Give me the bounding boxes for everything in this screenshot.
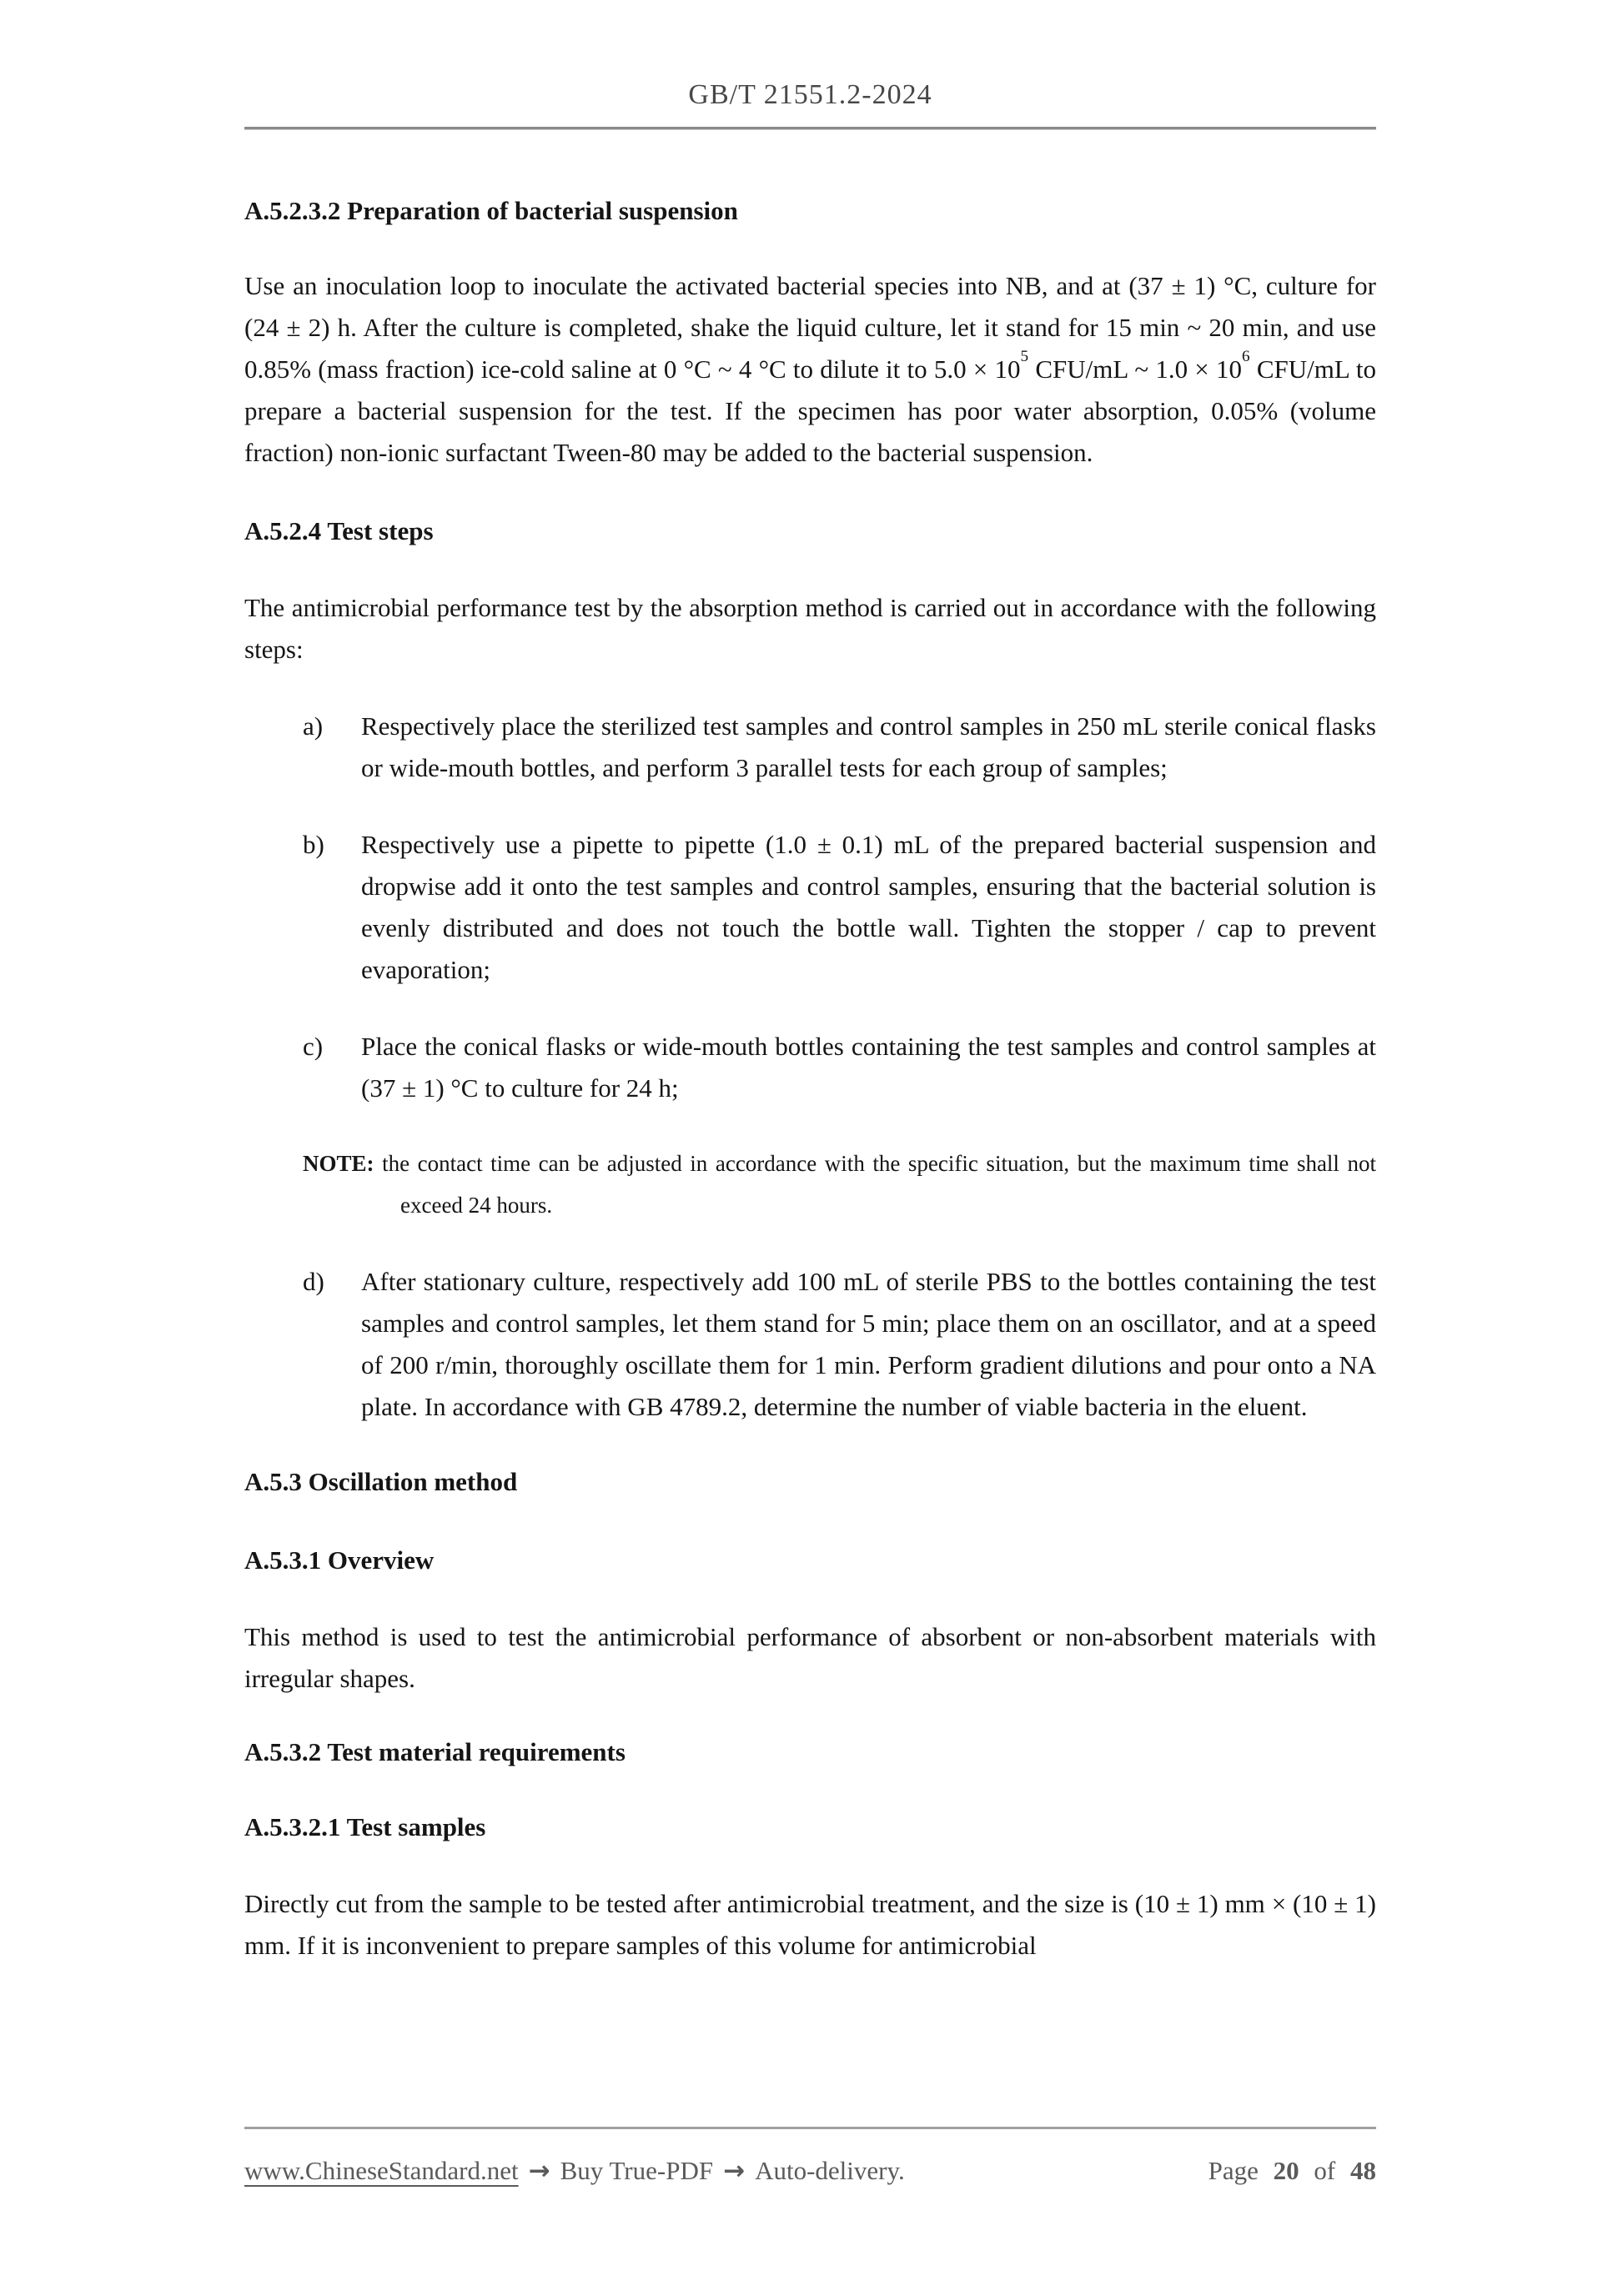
note-text: the contact time can be adjusted in accordance with the specific situation, but the maximum time shall not exceed 24 hours.: [382, 1151, 1376, 1218]
right-arrow-icon: →: [528, 2156, 550, 2186]
list-item-a: [244, 706, 1376, 789]
list-marker-b: b): [303, 830, 324, 859]
total-page-count: 48: [1350, 2156, 1376, 2185]
list-item-d-text: After stationary culture, respectively add 100 mL of sterile PBS to the bottles containing the test samples and control samples, let them stand for 5 min; place them on an oscillator, and at a speed of 200 r/min, thoroughly oscillate them for 1 min. Perform gradient dilutions and pour onto a NA plate. In accordance with GB 4789.2, determine the number of viable bacteria in the eluent.: [361, 1267, 1376, 1421]
page-content: [244, 0, 1376, 1967]
list-marker-c: c): [303, 1032, 324, 1061]
section-heading-a5232: A.5.2.3.2 Preparation of bacterial suspension: [244, 196, 738, 225]
note-block: [244, 1143, 1376, 1226]
list-item-b-text: Respectively use a pipette to pipette (1.0 ± 0.1) mL of the prepared bacterial suspension and dropwise add it onto the test samples and control samples, ensuring that the bacterial solution is evenly distributed and does not touch the bottle wall. Tighten the stopper / cap to prevent evaporation;: [361, 830, 1376, 984]
section-heading-a5321: A.5.3.2.1 Test samples: [244, 1812, 486, 1841]
section-heading-a53: A.5.3 Oscillation method: [244, 1467, 518, 1496]
current-page-number: 20: [1273, 2156, 1299, 2185]
list-item-b: [244, 824, 1376, 991]
page-word: Page: [1208, 2156, 1259, 2185]
page-footer: [244, 2152, 1376, 2190]
footer-links: [244, 2152, 905, 2190]
document-number-header: GB/T 21551.2-2024: [688, 79, 932, 110]
section-heading-a531: A.5.3.1 Overview: [244, 1545, 435, 1575]
buy-pdf-label: Buy True-PDF: [560, 2156, 714, 2185]
paragraph-test-samples: Directly cut from the sample to be tested after antimicrobial treatment, and the size is (10 ± 1) mm × (10 ± 1) mm. If it is inconvenient to prepare samples of this volume for antimicrobial: [244, 1889, 1376, 1960]
paragraph-overview: This method is used to test the antimicrobial performance of absorbent or non-absorbent materials with irregular shapes.: [244, 1622, 1376, 1693]
list-marker-d: d): [303, 1267, 324, 1296]
list-item-c-text: Place the conical flasks or wide-mouth bottles containing the test samples and control samples at (37 ± 1) °C to culture for 24 h;: [361, 1032, 1376, 1103]
list-item-c: [244, 1026, 1376, 1109]
paragraph-test-steps-intro: The antimicrobial performance test by the absorption method is carried out in accordance with the following steps:: [244, 593, 1376, 664]
list-item-a-text: Respectively place the sterilized test samples and control samples in 250 mL sterile conical flasks or wide-mouth bottles, and perform 3 parallel tests for each group of samples;: [361, 711, 1376, 782]
list-item-d: [244, 1261, 1376, 1428]
section-heading-a524: A.5.2.4 Test steps: [244, 516, 434, 545]
of-word: of: [1314, 2156, 1336, 2185]
footer-rule: [244, 2127, 1376, 2129]
page-indicator: [1200, 2152, 1376, 2190]
note-label: NOTE:: [303, 1151, 374, 1176]
paragraph-bacterial-suspension: Use an inoculation loop to inoculate the activated bacterial species into NB, and at (37 ± 1) °C, culture for (24 ± 2) h. After the culture is completed, shake the liquid culture, let it stand for 15 min ~ 20 min, and use 0.85% (mass fraction) ice-cold saline at 0 °C ~ 4 °C to dilute it to $5.0 \times 10^5$ CFU/mL ~ $1.0 \times 10^6$ CFU/mL to prepare a bacterial suspension for the test. If the specimen has poor water absorption, 0.05% (volume fraction) non-ionic surfactant Tween-80 may be added to the bacterial suspension.: [244, 271, 1376, 467]
website-link[interactable]: www.ChineseStandard.net: [244, 2156, 519, 2185]
header-rule: [244, 127, 1376, 130]
list-marker-a: a): [303, 711, 324, 741]
section-heading-a532: A.5.3.2 Test material requirements: [244, 1737, 626, 1766]
right-arrow-icon: →: [723, 2156, 746, 2186]
auto-delivery-label: Auto-delivery.: [755, 2156, 905, 2185]
